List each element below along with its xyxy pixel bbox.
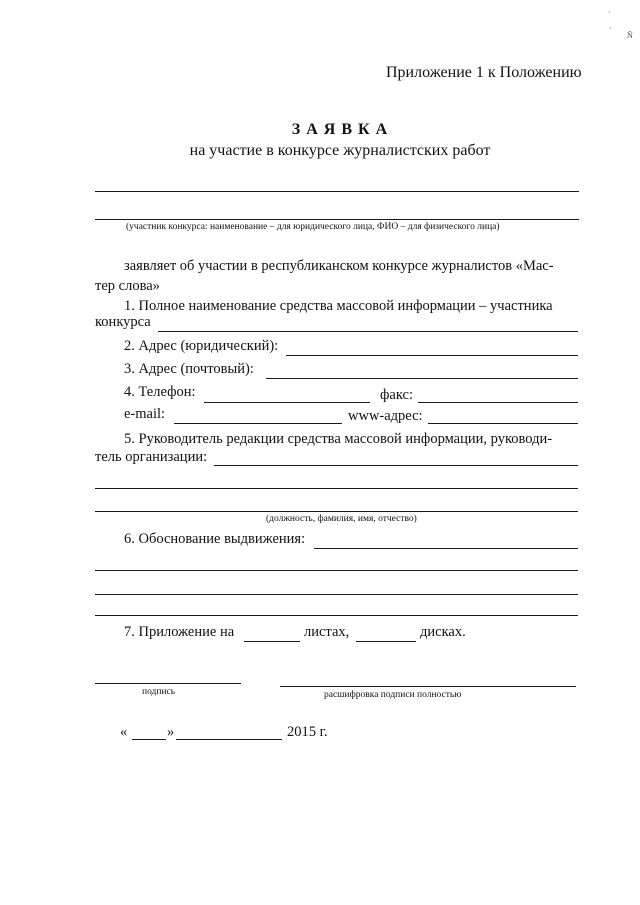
document-title: З А Я В К А: [291, 121, 389, 138]
participant-name-field[interactable]: [95, 191, 579, 192]
attachment-disks-field[interactable]: [356, 641, 416, 642]
date-day-field[interactable]: [132, 739, 166, 740]
signature-decode-field[interactable]: [280, 686, 576, 687]
date-open-quote: «: [120, 724, 128, 740]
intro-line-1: заявляет об участии в республиканском конкурсе журналистов «Мас-: [124, 258, 554, 274]
date-year: 2015 г.: [287, 724, 328, 740]
scan-mark: ·: [609, 24, 612, 33]
head-field-3[interactable]: [95, 511, 578, 512]
website-label: www-адрес:: [348, 408, 423, 424]
date-close-quote: »: [167, 724, 175, 740]
media-name-label: 1. Полное наименование средства массовой информации – участника: [124, 298, 553, 314]
justification-label: 6. Обоснование выдвижения:: [124, 531, 306, 547]
justification-field-3[interactable]: [95, 594, 578, 595]
attachment-sheets-field[interactable]: [244, 641, 300, 642]
fax-field[interactable]: [418, 402, 578, 403]
postal-address-field[interactable]: [266, 378, 578, 379]
legal-address-field[interactable]: [286, 355, 578, 356]
date-month-field[interactable]: [176, 739, 282, 740]
justification-field-4[interactable]: [95, 615, 578, 616]
postal-address-label: 3. Адрес (почтовый):: [124, 361, 254, 377]
email-label: e-mail:: [124, 406, 166, 422]
media-name-field[interactable]: [158, 331, 578, 332]
signature-decode-caption: расшифровка подписи полностью: [324, 690, 462, 700]
scan-mark: `: [608, 10, 611, 19]
fax-label: факс:: [380, 387, 413, 403]
phone-field[interactable]: [204, 402, 370, 403]
intro-line-2: тер слова»: [95, 278, 160, 294]
scan-mark: Ñ: [627, 31, 633, 40]
head-caption: (должность, фамилия, имя, отчество): [266, 514, 417, 524]
head-field[interactable]: [214, 465, 578, 466]
head-label: 5. Руководитель редакции средства массовой информации, руководи-: [124, 431, 553, 447]
participant-name-field-2[interactable]: [95, 219, 579, 220]
head-label-2: тель организации:: [95, 449, 208, 465]
attachment-label: 7. Приложение на: [124, 624, 235, 640]
attachment-sheets-label: листах,: [304, 624, 350, 640]
appendix-header: Приложение 1 к Положению: [386, 64, 582, 81]
email-field[interactable]: [174, 423, 342, 424]
signature-caption: подпись: [142, 687, 176, 697]
media-name-label-2: конкурса: [95, 314, 151, 330]
document-subtitle: на участие в конкурсе журналистских работ: [189, 142, 491, 159]
justification-field-2[interactable]: [95, 570, 578, 571]
legal-address-label: 2. Адрес (юридический):: [124, 338, 279, 354]
attachment-disks-label: дисках.: [420, 624, 466, 640]
head-field-2[interactable]: [95, 488, 578, 489]
website-field[interactable]: [428, 423, 578, 424]
signature-field[interactable]: [95, 683, 241, 684]
justification-field[interactable]: [314, 548, 578, 549]
phone-label: 4. Телефон:: [124, 384, 196, 400]
participant-caption: (участник конкурса: наименование – для юридического лица, ФИО – для физического лица): [126, 222, 500, 232]
